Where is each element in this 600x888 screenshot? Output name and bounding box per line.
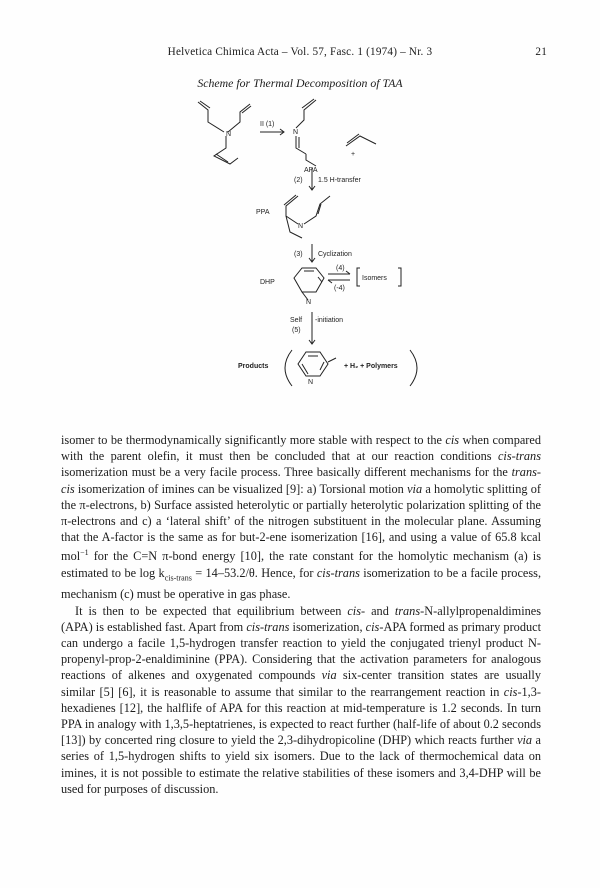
running-title: Helvetica Chimica Acta – Vol. 57, Fasc. 1 (1974) – Nr. 3 [167,46,433,58]
italic-run: via [517,733,533,748]
italic-run: via [321,668,337,683]
page-number: 21 [535,46,547,58]
step-4-reverse-label: (-4) [334,285,345,292]
text-run: -1,3-hexadienes [12], the halflife of APA for this reaction at mid-temperature is 1.2 seconds. In turn PPA in analogy with 1,3,5-heptatrienes, is expected to react further (half-life of about 0.2 seconds [13]) by concerted ring closure to yield the 2,3-dihydropicoline (DHP) which reacts further [61,684,541,748]
decomposition-scheme [220,92,440,412]
plus-sign: + [351,151,356,158]
paragraph-2 [61,603,541,797]
step-5-number: (5) [292,327,301,334]
subscript-run: cis-trans [164,573,192,583]
italic-run: cis [365,619,380,634]
ppa-label: PPA [256,209,270,216]
step-1-label: II (1) [260,121,275,128]
text-run: when compared with the parent olefin, it must then be concluded that at our reaction conditions [61,433,542,464]
text-run: = 14–53.2/θ. Hence, for [191,565,317,580]
text-run: isomer to be thermodynamically significantly more stable with respect to the [61,433,446,447]
isomers-label: Isomers [362,275,387,282]
text-run: a series of 1,5-hydrogen shifts to yield six isomers. Due to the lack of thermochemical data on imines, it is not possible to estimate the relative stabilities of these isomers and 3,4-DHP will be used for purposes of discussion. [61,733,541,796]
dhp-structure [294,268,324,300]
italic-run: cis-trans [497,449,541,464]
italic-run: cis- [347,603,366,618]
italic-run: cis-trans [316,565,360,580]
taa-structure [198,101,251,164]
self-label: Self [290,317,303,324]
h2-polymers-label: + H₂ + Polymers [344,363,398,370]
scheme-title: Scheme for Thermal Decomposition of TAA [197,76,403,90]
dhp-label: DHP [260,279,275,286]
italic-run: via [407,481,423,496]
step-2-number: (2) [294,177,303,184]
text-run: It is then to be expected that equilibrium between [75,603,348,618]
text-run: six-center transition states are usually similar [5] [6], it is reasonable to assume that similar to the rearrangement reaction in [61,668,541,699]
italic-run: trans-cis [61,465,541,496]
italic-run: trans [394,603,421,618]
running-header [0,46,600,62]
text-run: isomerization, [289,619,366,634]
apa-label: APA [304,167,318,174]
step-2-text: 1.5 H-transfer [318,177,361,184]
taa-n-label: N [226,131,232,138]
text-run: -APA formed as primary product can undergo a facile 1,5-hydrogen transfer reaction to yield the conjugated trienyl product N-propenyl-prop-2-enaldiminine (PPA). Considering that the activation parameters for analogous reactions of alkenes and oxygenated compounds [61,619,541,683]
italic-run: cis [503,684,518,699]
italic-run: cis-trans [246,619,290,634]
text-run: isomerization to be a facile process, mechanism (c) must be operative in gas phase. [61,565,542,602]
products-n-label: N [308,379,314,386]
text-run: a homolytic splitting of the π-electrons, b) Surface assisted heterolytic or partially heterolytic polarization splitting of the π-electrons and c) a ‘lateral shift’ of the nitrogen substituent in the molecular plane. Assuming that the A-factor is the same as for but-2-ene isomerization [16], and using a value of 65.8 kcal mol [61,481,541,564]
step-3-number: (3) [294,251,303,258]
body-text [61,432,541,797]
step-4-forward-label: (4) [336,265,345,272]
dhp-n-label: N [306,299,312,306]
text-run: for the C=N π-bond energy [10], the rate constant for the homolytic mechanism (a) is estimated to be log k [61,549,541,580]
ppa-structure [284,195,330,238]
text-run: isomerization of imines can be visualized [9]: a) Torsional motion [74,481,408,496]
apa-structure [296,99,316,166]
step-3-text: Cyclization [318,251,352,258]
paragraph-1 [61,432,541,603]
superscript-run: −1 [80,548,89,558]
text-run: and [365,603,395,618]
products-label: Products [238,363,269,370]
initiation-label: -initiation [315,317,344,324]
ppa-n-label: N [298,223,304,230]
italic-run: cis [445,433,460,447]
text-run: isomerization must be a very facile process. Three basically different mechanisms for the [61,465,512,480]
text-run: -N-allylpropenaldimines (APA) is established fast. Apart from [61,603,542,634]
apa-n-label: N [293,129,299,136]
